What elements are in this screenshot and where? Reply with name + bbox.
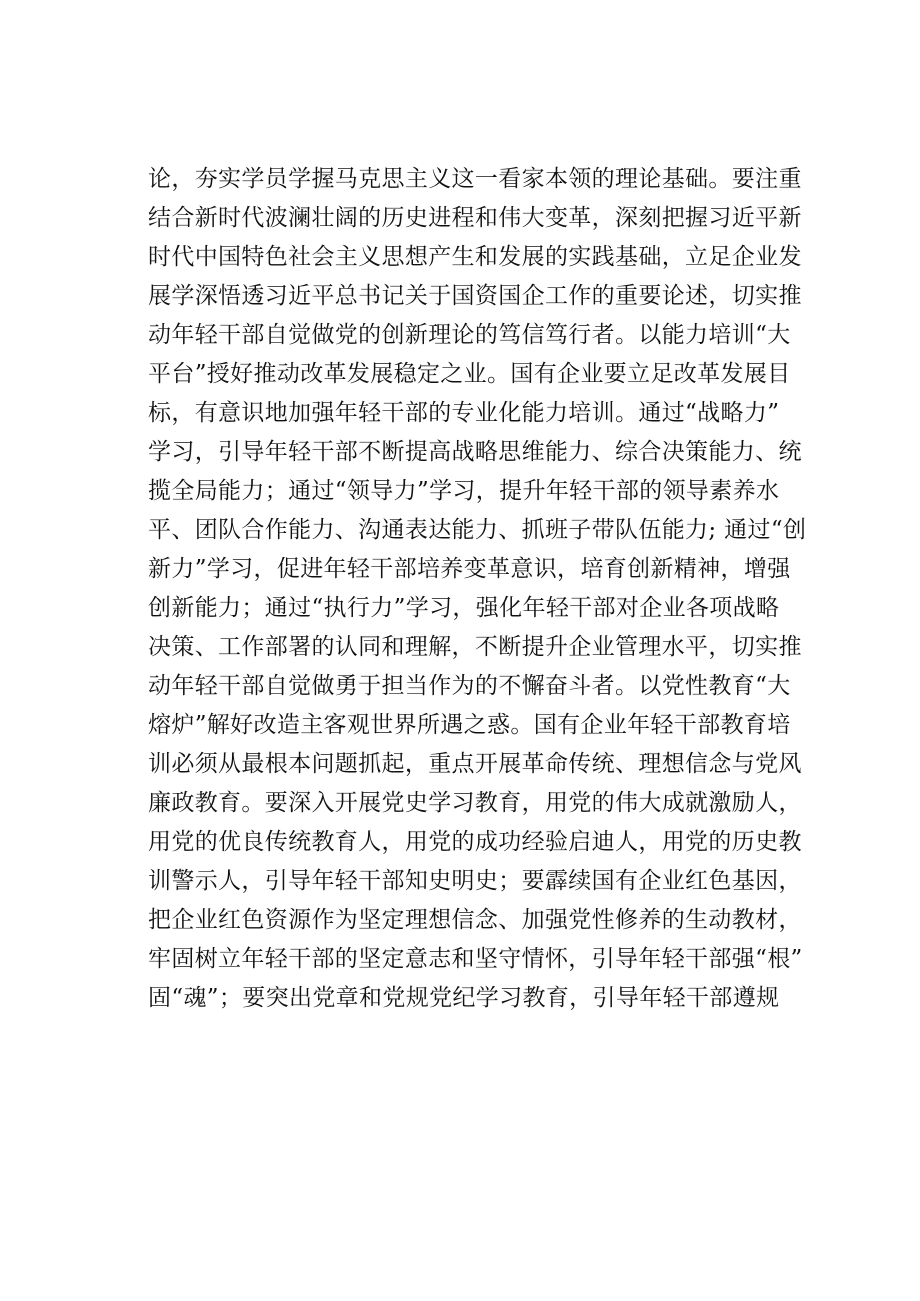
text-line: 学习，引导年轻干部不断提高战略思维能力、综合决策能力、统 (148, 439, 802, 465)
text-line: 把企业红色资源作为坚定理想信念、加强党性修养的生动教材， (148, 907, 802, 933)
text-line: 平台”授好推动改革发展稳定之业。国有企业要立足改革发展目 (148, 361, 791, 387)
text-line: 固“魂”；要突出党章和党规党纪学习教育，引导年轻干部遵规 (148, 985, 780, 1011)
text-line: 结合新时代波澜壮阔的历史进程和伟大变革，深刻把握习近平新 (148, 205, 802, 231)
text-line: 训必须从最根本问题抓起，重点开展革命传统、理想信念与党风 (148, 751, 802, 777)
text-line: 熔炉”解好改造主客观世界所遇之惑。国有企业年轻干部教育培 (148, 712, 791, 738)
text-line: 展学深悟透习近平总书记关于国资国企工作的重要论述，切实推 (148, 283, 802, 309)
text-line: 创新能力；通过“执行力”学习，强化年轻干部对企业各项战略 (148, 595, 780, 621)
body-text (148, 160, 828, 1018)
text-line: 用党的优良传统教育人，用党的成功经验启迪人，用党的历史教 (148, 829, 802, 855)
text-line: 训警示人，引导年轻干部知史明史；要霹续国有企业红色基因， (148, 868, 802, 894)
text-line: 平、团队合作能力、沟通表达能力、抓班子带队伍能力; 通过“创 (148, 517, 807, 543)
text-line: 动年轻干部自觉做勇于担当作为的不懈奋斗者。以党性教育“大 (148, 673, 791, 699)
text-line: 时代中国特色社会主义思想产生和发展的实践基础，立足企业发 (148, 244, 802, 270)
text-line: 揽全局能力；通过“领导力”学习，提升年轻干部的领导素养水 (148, 478, 780, 504)
text-line: 决策、工作部署的认同和理解，不断提升企业管理水平，切实推 (148, 634, 802, 660)
text-line: 标，有意识地加强年轻干部的专业化能力培训。通过“战略力” (148, 400, 780, 426)
text-line: 牢固树立年轻干部的坚定意志和坚守情怀，引导年轻干部强“根” (148, 946, 803, 972)
text-line: 论，夯实学员学握马克思主义这一看家本领的理论基础。要注重 (148, 166, 802, 192)
text-line: 新力”学习，促进年轻干部培养变革意识，培育创新精神，增强 (148, 556, 791, 582)
text-line: 廉政教育。要深入开展党史学习教育，用党的伟大成就激励人， (148, 790, 802, 816)
text-line: 动年轻干部自觉做党的创新理论的笃信笃行者。以能力培训“大 (148, 322, 791, 348)
